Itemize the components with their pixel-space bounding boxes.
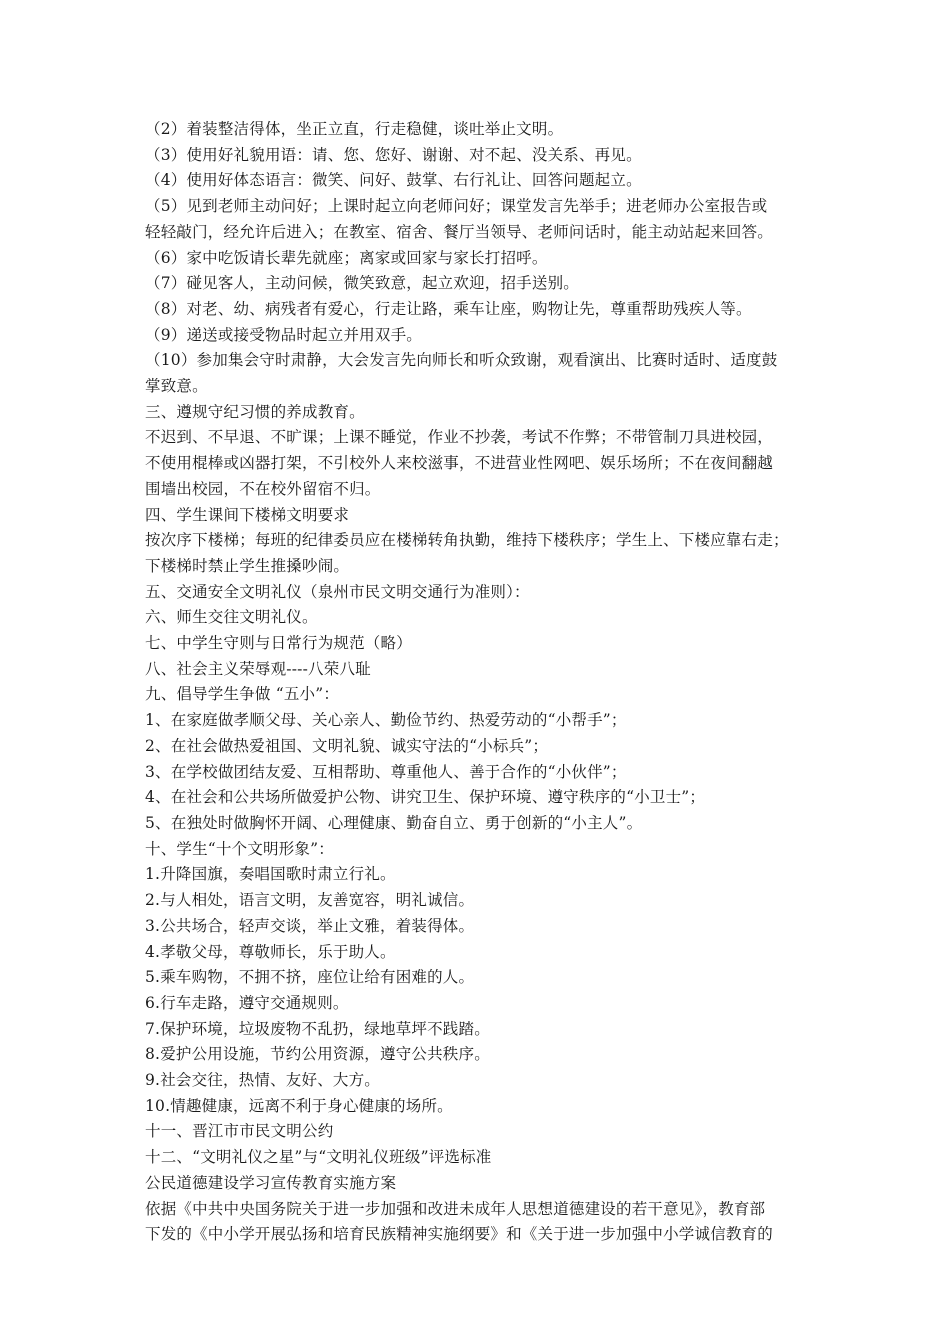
text-line: 八、社会主义荣辱观----八荣八耻 [145,659,371,678]
text-line: （9）递送或接受物品时起立并用双手。 [145,325,422,344]
text-line: 依据《中共中央国务院关于进一步加强和改进未成年人思想道德建设的若干意见》，教育部 [145,1199,766,1218]
text-line: 下发的《中小学开展弘扬和培育民族精神实施纲要》和《关于进一步加强中小学诚信教育的 [145,1225,774,1244]
text-line: 不迟到、不早退、不旷课；上课不睡觉，作业不抄袭，考试不作弊；不带管制刀具进校园， [145,428,774,447]
text-line: （7）碰见客人，主动问候，微笑致意，起立欢迎，招手送别。 [145,274,579,293]
text-line: （2）着装整洁得体，坐正立直，行走稳健，谈吐举止文明。 [145,120,564,138]
text-line: （6）家中吃饭请长辈先就座；离家或回家与家长打招呼。 [145,248,548,267]
text-line: （10）参加集会守时肃静，大会发言先向师长和听众致谢，观看演出、比赛时适时、适度鼓 [145,351,778,370]
text-line: 七、中学生守则与日常行为规范（略） [145,634,412,653]
text-line: 按次序下楼梯；每班的纪律委员应在楼梯转角执勤，维持下楼秩序；学生上、下楼应靠右走； [145,531,789,550]
document-body [145,117,815,1248]
text-line: 3、在学校做团结友爱、互相帮助、尊重他人、善于合作的“小伙伴”； [145,762,627,781]
text-line: 掌致意。 [145,377,208,396]
text-line: 1、在家庭做孝顺父母、关心亲人、勤俭节约、热爱劳动的“小帮手”； [145,711,627,730]
text-line: （5）见到老师主动问好；上课时起立向老师问好；课堂发言先举手；进老师办公室报告或 [145,197,768,216]
text-line: 十一、晋江市市民文明公约 [145,1122,334,1141]
text-line: 十二、“文明礼仪之星”与“文明礼仪班级”评选标准 [145,1148,492,1167]
text-line: 四、学生课间下楼梯文明要求 [145,505,350,524]
text-line: 5、在独处时做胸怀开阔、心理健康、勤奋自立、勇于创新的“小主人”。 [145,813,643,832]
text-line: 三、遵规守纪习惯的养成教育。 [145,402,365,421]
text-line: （3）使用好礼貌用语：请、您、您好、谢谢、对不起、没关系、再见。 [145,145,642,164]
text-line: 4、在社会和公共场所做爱护公物、讲究卫生、保护环境、遵守秩序的“小卫士”； [145,788,706,807]
text-line: 2、在社会做热爱祖国、文明礼貌、诚实守法的“小标兵”； [145,736,549,755]
text-line: 十、学生“十个文明形象”： [145,839,334,858]
text-line: 9.社会交往，热情、友好、大方。 [145,1071,380,1090]
text-line: 5.乘车购物，不拥不挤，座位让给有困难的人。 [145,968,475,987]
text-line: 10.情趣健康，远离不利于身心健康的场所。 [145,1096,453,1115]
text-line: 九、倡导学生争做 “五小”： [145,685,340,704]
text-line: 六、师生交往文明礼仪。 [145,608,318,627]
text-line: （4）使用好体态语言：微笑、问好、鼓掌、右行礼让、回答问题起立。 [145,171,642,190]
text-line: 公民道德建设学习宣传教育实施方案 [145,1173,397,1192]
text-line: 不使用棍棒或凶器打架，不引校外人来校滋事，不进营业性网吧、娱乐场所；不在夜间翻越 [145,454,774,473]
text-line: 4.孝敬父母，尊敬师长，乐于助人。 [145,942,396,961]
text-line: 2.与人相处，语言文明，友善宽容，明礼诚信。 [145,891,475,910]
text-line: 五、交通安全文明礼仪（泉州市民文明交通行为准则）： [145,582,530,601]
text-line: 1.升降国旗，奏唱国歌时肃立行礼。 [145,865,396,884]
text-line: 3.公共场合，轻声交谈，举止文雅，着装得体。 [145,916,475,935]
text-line: 下楼梯时禁止学生推搡吵闹。 [145,556,350,575]
text-line: 7.保护环境，垃圾废物不乱扔，绿地草坪不践踏。 [145,1019,490,1038]
text-line: 轻轻敲门，经允许后进入；在教室、宿舍、餐厅当领导、老师问话时，能主动站起来回答。 [145,222,774,241]
text-line: 6.行车走路，遵守交通规则。 [145,993,349,1012]
text-line: 围墙出校园，不在校外留宿不归。 [145,479,381,498]
text-line: 8.爱护公用设施，节约公用资源，遵守公共秩序。 [145,1045,490,1064]
text-line: （8）对老、幼、病残者有爱心，行走让路，乘车让座，购物让先，尊重帮助残疾人等。 [145,299,752,318]
